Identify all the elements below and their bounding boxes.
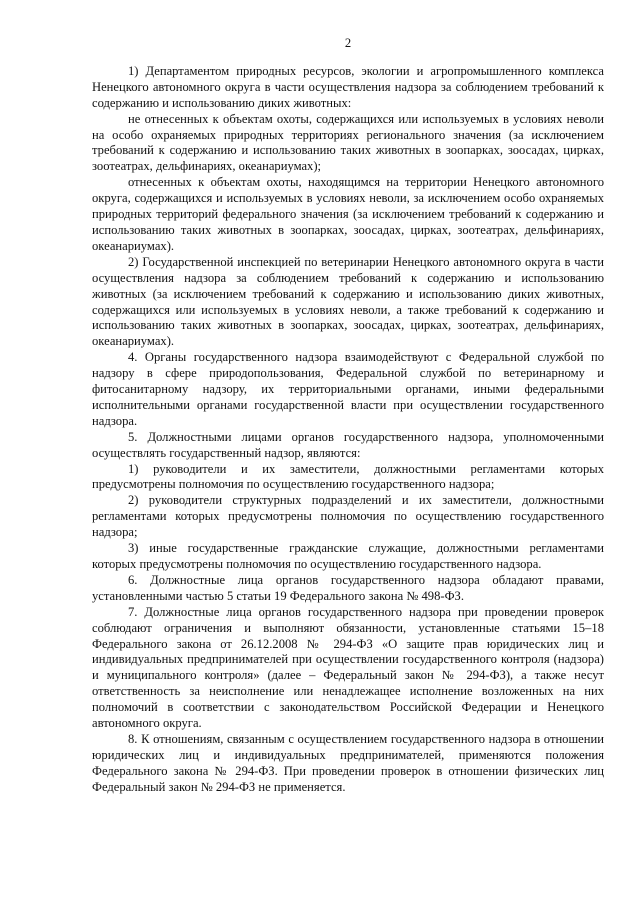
paragraph-8-relations: 8. К отношениям, связанным с осуществлением государственного надзора в отношении юридических лиц и индивидуальных предпринимателей, применяются положения Федерального закона № 294-ФЗ. При проведении проверок в отношении физических лиц Федеральный закон № 294-ФЗ не применяется. — [92, 731, 604, 794]
paragraph-6-rights: 6. Должностные лица органов государственного надзора обладают правами, установленными частью 5 статьи 19 Федерального закона № 498-ФЗ. — [92, 572, 604, 603]
paragraph-2-veterinary-inspection: 2) Государственной инспекцией по ветеринарии Ненецкого автономного округа в части осуществления надзора за соблюдением требований к содержанию и использованию животных (за исключением требований к содержанию и использованию диких животных, содержащихся или используемых в условиях неволи, а также требований к содержанию и использованию таких животных в зоопарках, зоосадах, цирках, зоотеатрах, дельфинариях, океанариумах). — [92, 254, 604, 349]
paragraph-5-3-civil-servants: 3) иные государственные гражданские служащие, должностными регламентами которых предусмотрены полномочия по осуществлению государственного надзора. — [92, 541, 604, 571]
paragraph-non-hunting-animals: не отнесенных к объектам охоты, содержащихся или используемых в условиях неволи на особо охраняемых природных территориях регионального значения (за исключением требований к содержанию и использованию таких животных в зоопарках, зоосадах, цирках, зоотеатрах, дельфинариях, океанариумах); — [92, 111, 604, 174]
paragraph-5-1-heads: 1) руководители и их заместители, должностными регламентами которых предусмотрены полномочия по осуществлению государственного надзора; — [92, 461, 604, 492]
paragraph-5-2-unit-heads: 2) руководители структурных подразделений и их заместители, должностными регламентами которых предусмотрены полномочия по осуществлению государственного надзора; — [92, 493, 604, 540]
paragraph-7-restrictions: 7. Должностные лица органов государственного надзора при проведении проверок соблюдают ограничения и выполняют обязанности, установленные статьями 15–18 Федерального закона от 26.12.2008 № 294-ФЗ «О защите прав юридических лиц и индивидуальных предпринимателей при осуществлении государственного контроля (надзора) и муниципального контроля» (далее – Федеральный закон № 294-ФЗ), а также несут ответственность за неисполнение или ненадлежащее исполнение возложенных на них полномочий в соответствии с законодательством Российской Федерации и Ненецкого автономного округа. — [92, 604, 604, 731]
paragraph-hunting-animals: отнесенных к объектам охоты, находящимся на территории Ненецкого автономного округа, содержащихся и используемых в условиях неволи, за исключением особо охраняемых природных территорий федерального значения (за исключением требований к содержанию и использованию таких животных в зоопарках, зоосадах, цирках, зоотеатрах, дельфинариях, океанариумах). — [92, 175, 604, 253]
page-number: 2 — [344, 36, 352, 50]
paragraph-1-department: 1) Департаментом природных ресурсов, экологии и агропромышленного комплекса Ненецкого автономного округа в части осуществления надзора за соблюдением требований к содержанию и использованию диких животных: — [92, 63, 604, 110]
paragraph-5-officials: 5. Должностными лицами органов государственного надзора, уполномоченными осуществлять государственный надзор, являются: — [92, 429, 604, 460]
paragraph-4-interaction: 4. Органы государственного надзора взаимодействуют с Федеральной службой по надзору в сфере природопользования, Федеральной службой по ветеринарному и фитосанитарному надзору, их территориальными органами, иными федеральными исполнительными органами государственной власти при осуществлении государственного надзора. — [92, 350, 604, 428]
